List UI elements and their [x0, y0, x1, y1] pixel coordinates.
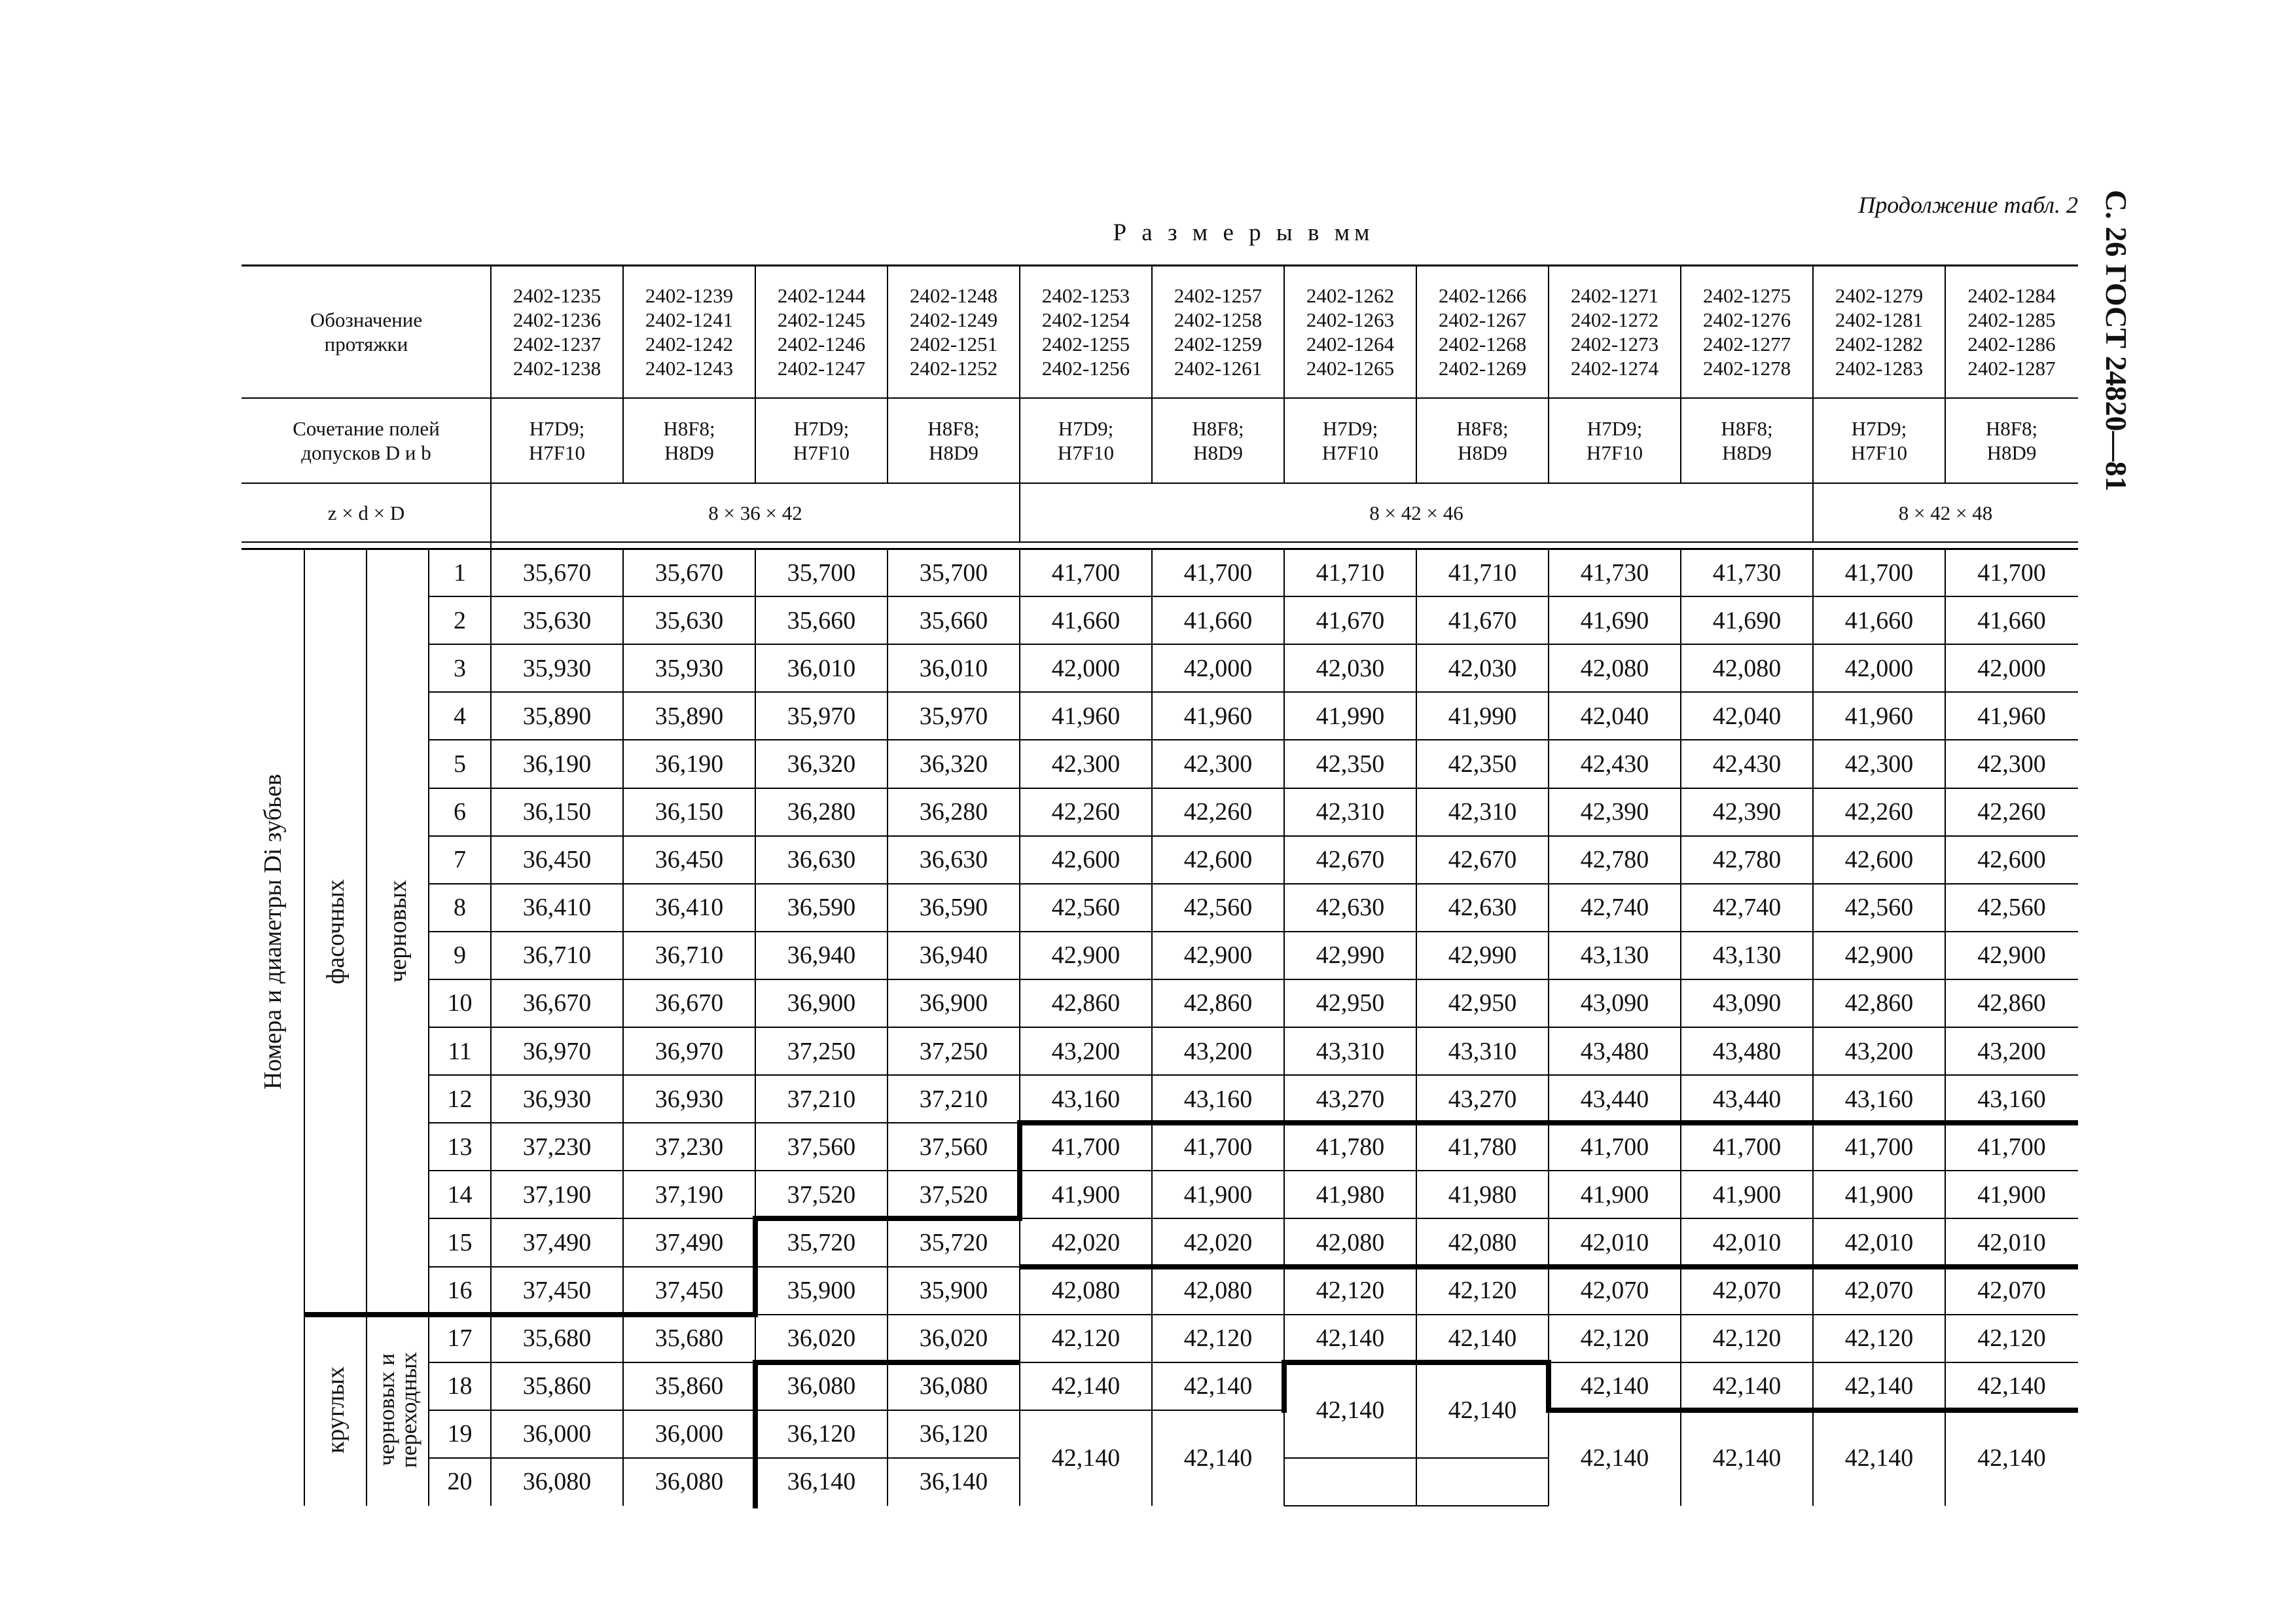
value-cell: 36,150 — [522, 798, 592, 826]
value-cell: 42,560 — [1977, 894, 2046, 922]
value-cell: 42,560 — [1051, 894, 1121, 922]
value-cell: 36,320 — [919, 750, 988, 778]
value-cell: 42,080 — [1316, 1228, 1385, 1256]
value-cell: 37,560 — [919, 1133, 988, 1161]
value-cell: 42,000 — [1977, 654, 2046, 682]
value-cell: 42,300 — [1051, 750, 1121, 778]
value-cell: 42,140 — [1448, 1396, 1517, 1424]
value-cell: 43,480 — [1712, 1037, 1782, 1065]
value-cell: 42,000 — [1183, 654, 1253, 682]
value-cell: 42,600 — [1051, 846, 1121, 874]
value-cell: 41,730 — [1712, 558, 1782, 587]
value-cell: 42,030 — [1316, 654, 1385, 682]
value-cell: 35,700 — [787, 558, 856, 587]
value-cell: 35,630 — [522, 606, 592, 634]
value-cell: 41,900 — [1844, 1180, 1914, 1209]
value-cell: 41,960 — [1977, 702, 2046, 730]
value-cell: 42,780 — [1580, 846, 1649, 874]
value-cell: 42,560 — [1844, 894, 1914, 922]
value-cell: 42,600 — [1183, 846, 1253, 874]
value-cell: 36,940 — [919, 941, 988, 970]
value-cell: 42,120 — [1977, 1324, 2046, 1353]
value-cell: 36,970 — [655, 1037, 724, 1065]
value-cell: 37,520 — [919, 1180, 988, 1209]
value-cell: 42,600 — [1977, 846, 2046, 874]
value-cell: 36,630 — [919, 846, 988, 874]
value-cell: 42,990 — [1448, 941, 1517, 970]
value-cell: 37,250 — [787, 1037, 856, 1065]
value-cell: 41,710 — [1316, 558, 1385, 587]
value-cell: 42,430 — [1580, 750, 1649, 778]
value-cell: 41,700 — [1844, 558, 1914, 587]
round-teeth-label: круглых — [321, 1366, 350, 1454]
row-number: 15 — [447, 1228, 473, 1256]
value-cell: 36,900 — [787, 989, 856, 1017]
value-cell: 36,080 — [919, 1372, 988, 1400]
shaped-teeth-label: фасочных — [321, 879, 350, 984]
value-cell: 42,120 — [1844, 1324, 1914, 1353]
value-cell: 41,780 — [1448, 1133, 1517, 1161]
value-cell: 37,450 — [522, 1277, 592, 1305]
value-cell: 42,300 — [1183, 750, 1253, 778]
value-cell: 42,600 — [1844, 846, 1914, 874]
value-cell: 43,270 — [1448, 1085, 1517, 1113]
value-cell: 42,140 — [1051, 1372, 1121, 1400]
value-cell: 42,040 — [1712, 702, 1782, 730]
value-cell: 36,020 — [919, 1324, 988, 1353]
value-cell: 43,200 — [1844, 1037, 1914, 1065]
value-cell: 36,000 — [522, 1420, 592, 1448]
value-cell: 42,630 — [1448, 894, 1517, 922]
value-cell: 42,070 — [1580, 1277, 1649, 1305]
value-cell: 36,450 — [655, 846, 724, 874]
value-cell: 37,210 — [787, 1085, 856, 1113]
value-cell: 43,160 — [1051, 1085, 1121, 1113]
value-cell: 43,440 — [1712, 1085, 1782, 1113]
designation-cell: 2402-1239 2402-1241 2402-1242 2402-1243 — [645, 283, 734, 380]
value-cell: 41,700 — [1183, 1133, 1253, 1161]
value-cell: 36,140 — [919, 1468, 988, 1496]
value-cell: 37,230 — [655, 1133, 724, 1161]
value-cell: 36,410 — [655, 894, 724, 922]
designation-cell: 2402-1279 2402-1281 2402-1282 2402-1283 — [1835, 283, 1924, 380]
value-cell: 42,070 — [1712, 1277, 1782, 1305]
value-cell: 42,120 — [1580, 1324, 1649, 1353]
value-cell: 42,010 — [1844, 1228, 1914, 1256]
value-cell: 36,020 — [787, 1324, 856, 1353]
designation-cell: 2402-1253 2402-1254 2402-1255 2402-1256 — [1041, 283, 1130, 380]
value-cell: 35,670 — [655, 558, 724, 587]
value-cell: 36,630 — [787, 846, 856, 874]
value-cell: 36,320 — [787, 750, 856, 778]
value-cell: 35,720 — [787, 1228, 856, 1256]
value-cell: 35,700 — [919, 558, 988, 587]
value-cell: 42,740 — [1580, 894, 1649, 922]
designation-cell: 2402-1284 2402-1285 2402-1286 2402-1287 — [1967, 283, 2056, 380]
value-cell: 41,960 — [1844, 702, 1914, 730]
value-cell: 35,970 — [787, 702, 856, 730]
tolerance-label: Сочетание полей допусков D и b — [293, 417, 440, 464]
value-cell: 43,200 — [1183, 1037, 1253, 1065]
value-cell: 41,990 — [1448, 702, 1517, 730]
value-cell: 42,010 — [1712, 1228, 1782, 1256]
value-cell: 42,350 — [1448, 750, 1517, 778]
row-number: 7 — [454, 846, 466, 874]
value-cell: 36,080 — [655, 1468, 724, 1496]
value-cell: 36,150 — [655, 798, 724, 826]
value-cell: 36,410 — [522, 894, 592, 922]
value-cell: 42,140 — [1051, 1444, 1121, 1472]
row-number: 18 — [447, 1372, 473, 1400]
value-cell: 41,700 — [1977, 1133, 2046, 1161]
value-cell: 37,250 — [919, 1037, 988, 1065]
value-cell: 42,140 — [1844, 1372, 1914, 1400]
row-number: 2 — [454, 606, 466, 634]
zdD-group: 8 × 42 × 48 — [1898, 501, 1993, 524]
value-cell: 36,710 — [522, 941, 592, 970]
value-cell: 41,730 — [1580, 558, 1649, 587]
value-cell: 43,200 — [1051, 1037, 1121, 1065]
value-cell: 43,310 — [1316, 1037, 1385, 1065]
value-cell: 42,260 — [1183, 798, 1253, 826]
tolerance-cell: H8F8; H8D9 — [1721, 417, 1773, 464]
value-cell: 36,120 — [919, 1420, 988, 1448]
value-cell: 42,120 — [1051, 1324, 1121, 1353]
value-cell: 37,190 — [655, 1180, 724, 1209]
value-cell: 36,670 — [655, 989, 724, 1017]
tolerance-cell: H8F8; H8D9 — [927, 417, 980, 464]
gost-page-title: С. 26 ГОСТ 24820—81 — [2100, 190, 2133, 492]
row-number: 19 — [447, 1420, 473, 1448]
value-cell: 42,990 — [1316, 941, 1385, 970]
teeth-diameters-label: Номера и диаметры Di зубьев — [259, 773, 287, 1089]
value-cell: 35,900 — [787, 1277, 856, 1305]
row-number: 10 — [447, 989, 473, 1017]
value-cell: 42,300 — [1844, 750, 1914, 778]
value-cell: 41,700 — [1844, 1133, 1914, 1161]
value-cell: 42,300 — [1977, 750, 2046, 778]
value-cell: 35,970 — [919, 702, 988, 730]
value-cell: 42,390 — [1580, 798, 1649, 826]
value-cell: 42,140 — [1977, 1444, 2046, 1472]
value-cell: 42,140 — [1580, 1444, 1649, 1472]
value-cell: 35,890 — [522, 702, 592, 730]
value-cell: 35,930 — [655, 654, 724, 682]
designation-cell: 2402-1275 2402-1276 2402-1277 2402-1278 — [1702, 283, 1791, 380]
value-cell: 42,260 — [1844, 798, 1914, 826]
value-cell: 42,670 — [1316, 846, 1385, 874]
value-cell: 42,900 — [1051, 941, 1121, 970]
value-cell: 35,670 — [522, 558, 592, 587]
value-cell: 36,900 — [919, 989, 988, 1017]
value-cell: 43,310 — [1448, 1037, 1517, 1065]
row-number: 14 — [447, 1180, 473, 1209]
designation-cell: 2402-1257 2402-1258 2402-1259 2402-1261 — [1174, 283, 1263, 380]
value-cell: 36,930 — [522, 1085, 592, 1113]
value-cell: 36,080 — [522, 1468, 592, 1496]
value-cell: 42,900 — [1844, 941, 1914, 970]
value-cell: 41,900 — [1977, 1180, 2046, 1209]
value-cell: 42,010 — [1580, 1228, 1649, 1256]
value-cell: 42,080 — [1712, 654, 1782, 682]
value-cell: 43,160 — [1844, 1085, 1914, 1113]
value-cell: 41,710 — [1448, 558, 1517, 587]
row-number: 4 — [454, 702, 466, 730]
value-cell: 36,970 — [522, 1037, 592, 1065]
continuation-label: Продолжение табл. 2 — [1858, 192, 2078, 218]
row-number: 20 — [447, 1468, 473, 1496]
row-number: 1 — [454, 558, 466, 587]
value-cell: 42,000 — [1844, 654, 1914, 682]
value-cell: 42,950 — [1316, 989, 1385, 1017]
value-cell: 37,490 — [522, 1228, 592, 1256]
tolerance-cell: H7D9; H7F10 — [1850, 417, 1908, 464]
value-cell: 42,010 — [1977, 1228, 2046, 1256]
row-number: 8 — [454, 894, 466, 922]
value-cell: 35,860 — [655, 1372, 724, 1400]
value-cell: 35,720 — [919, 1228, 988, 1256]
value-cell: 42,120 — [1316, 1277, 1385, 1305]
value-cell: 37,210 — [919, 1085, 988, 1113]
value-cell: 36,280 — [787, 798, 856, 826]
value-cell: 36,140 — [787, 1468, 856, 1496]
value-cell: 36,010 — [919, 654, 988, 682]
row-number: 16 — [447, 1277, 473, 1305]
table-rule — [1284, 1505, 1549, 1506]
value-cell: 36,190 — [655, 750, 724, 778]
value-cell: 41,900 — [1712, 1180, 1782, 1209]
value-cell: 42,140 — [1316, 1396, 1385, 1424]
value-cell: 42,740 — [1712, 894, 1782, 922]
designation-label: Обозначение протяжки — [310, 308, 423, 356]
value-cell: 42,140 — [1183, 1372, 1253, 1400]
value-cell: 41,660 — [1051, 606, 1121, 634]
value-cell: 41,660 — [1183, 606, 1253, 634]
value-cell: 42,020 — [1183, 1228, 1253, 1256]
value-cell: 43,160 — [1977, 1085, 2046, 1113]
row-number: 13 — [447, 1133, 473, 1161]
value-cell: 37,520 — [787, 1180, 856, 1209]
value-cell: 41,700 — [1580, 1133, 1649, 1161]
rough-transition-label: черновых и переходных — [373, 1352, 422, 1468]
value-cell: 41,700 — [1051, 1133, 1121, 1161]
value-cell: 42,080 — [1183, 1277, 1253, 1305]
value-cell: 36,010 — [787, 654, 856, 682]
value-cell: 42,350 — [1316, 750, 1385, 778]
tolerance-cell: H8F8; H8D9 — [1985, 417, 2038, 464]
value-cell: 41,990 — [1316, 702, 1385, 730]
zdD-group: 8 × 42 × 46 — [1369, 501, 1463, 524]
value-cell: 43,440 — [1580, 1085, 1649, 1113]
value-cell: 41,900 — [1580, 1180, 1649, 1209]
designation-cell: 2402-1248 2402-1249 2402-1251 2402-1252 — [909, 283, 998, 380]
value-cell: 42,140 — [1316, 1324, 1385, 1353]
value-cell: 41,690 — [1580, 606, 1649, 634]
designation-cell: 2402-1235 2402-1236 2402-1237 2402-1238 — [512, 283, 601, 380]
value-cell: 42,630 — [1316, 894, 1385, 922]
value-cell: 42,900 — [1977, 941, 2046, 970]
value-cell: 37,560 — [787, 1133, 856, 1161]
designation-cell: 2402-1271 2402-1272 2402-1273 2402-1274 — [1570, 283, 1659, 380]
value-cell: 42,670 — [1448, 846, 1517, 874]
value-cell: 43,270 — [1316, 1085, 1385, 1113]
value-cell: 42,780 — [1712, 846, 1782, 874]
value-cell: 42,260 — [1977, 798, 2046, 826]
zdD-label: z × d × D — [327, 501, 405, 524]
value-cell: 42,310 — [1316, 798, 1385, 826]
value-cell: 43,130 — [1580, 941, 1649, 970]
value-cell: 41,960 — [1051, 702, 1121, 730]
value-cell: 37,190 — [522, 1180, 592, 1209]
value-cell: 36,080 — [787, 1372, 856, 1400]
tolerance-cell: H7D9; H7F10 — [1321, 417, 1379, 464]
designation-cell: 2402-1244 2402-1245 2402-1246 2402-1247 — [777, 283, 866, 380]
value-cell: 36,590 — [787, 894, 856, 922]
value-cell: 41,660 — [1977, 606, 2046, 634]
row-number: 6 — [454, 798, 466, 826]
designation-cell: 2402-1266 2402-1267 2402-1268 2402-1269 — [1438, 283, 1527, 380]
value-cell: 41,670 — [1316, 606, 1385, 634]
value-cell: 43,480 — [1580, 1037, 1649, 1065]
value-cell: 36,940 — [787, 941, 856, 970]
tolerance-cell: H7D9; H7F10 — [1586, 417, 1643, 464]
value-cell: 42,140 — [1844, 1444, 1914, 1472]
value-cell: 42,020 — [1051, 1228, 1121, 1256]
value-cell: 41,980 — [1448, 1180, 1517, 1209]
value-cell: 42,080 — [1448, 1228, 1517, 1256]
value-cell: 42,140 — [1183, 1444, 1253, 1472]
value-cell: 35,660 — [919, 606, 988, 634]
value-cell: 43,200 — [1977, 1037, 2046, 1065]
value-cell: 42,140 — [1580, 1372, 1649, 1400]
value-cell: 42,560 — [1183, 894, 1253, 922]
value-cell: 37,450 — [655, 1277, 724, 1305]
value-cell: 42,900 — [1183, 941, 1253, 970]
value-cell: 42,860 — [1844, 989, 1914, 1017]
value-cell: 43,130 — [1712, 941, 1782, 970]
value-cell: 42,140 — [1448, 1324, 1517, 1353]
value-cell: 35,860 — [522, 1372, 592, 1400]
value-cell: 41,700 — [1712, 1133, 1782, 1161]
value-cell: 35,680 — [655, 1324, 724, 1353]
value-cell: 42,070 — [1977, 1277, 2046, 1305]
value-cell: 36,710 — [655, 941, 724, 970]
value-cell: 42,070 — [1844, 1277, 1914, 1305]
row-number: 5 — [454, 750, 466, 778]
value-cell: 41,700 — [1051, 558, 1121, 587]
value-cell: 35,930 — [522, 654, 592, 682]
value-cell: 36,000 — [655, 1420, 724, 1448]
row-number: 11 — [448, 1037, 472, 1065]
value-cell: 41,660 — [1844, 606, 1914, 634]
value-cell: 37,230 — [522, 1133, 592, 1161]
value-cell: 42,000 — [1051, 654, 1121, 682]
tolerance-cell: H8F8; H8D9 — [663, 417, 715, 464]
value-cell: 42,140 — [1712, 1372, 1782, 1400]
value-cell: 42,080 — [1051, 1277, 1121, 1305]
value-cell: 42,310 — [1448, 798, 1517, 826]
value-cell: 41,900 — [1183, 1180, 1253, 1209]
value-cell: 42,140 — [1977, 1372, 2046, 1400]
value-cell: 41,780 — [1316, 1133, 1385, 1161]
value-cell: 42,120 — [1183, 1324, 1253, 1353]
value-cell: 41,700 — [1183, 558, 1253, 587]
value-cell: 43,090 — [1580, 989, 1649, 1017]
value-cell: 36,280 — [919, 798, 988, 826]
value-cell: 35,900 — [919, 1277, 988, 1305]
value-cell: 41,690 — [1712, 606, 1782, 634]
value-cell: 42,860 — [1051, 989, 1121, 1017]
value-cell: 42,030 — [1448, 654, 1517, 682]
value-cell: 43,160 — [1183, 1085, 1253, 1113]
sizes-caption: Р а з м е р ы в мм — [1113, 219, 1374, 246]
tolerance-cell: H8F8; H8D9 — [1456, 417, 1509, 464]
tolerance-cell: H8F8; H8D9 — [1192, 417, 1244, 464]
value-cell: 41,700 — [1977, 558, 2046, 587]
value-cell: 35,660 — [787, 606, 856, 634]
value-cell: 41,960 — [1183, 702, 1253, 730]
rough-teeth-label: черновых — [384, 880, 412, 983]
value-cell: 42,140 — [1712, 1444, 1782, 1472]
value-cell: 36,190 — [522, 750, 592, 778]
tolerance-cell: H7D9; H7F10 — [1057, 417, 1115, 464]
value-cell: 41,670 — [1448, 606, 1517, 634]
value-cell: 36,450 — [522, 846, 592, 874]
row-number: 3 — [454, 654, 466, 682]
value-cell: 42,040 — [1580, 702, 1649, 730]
value-cell: 42,430 — [1712, 750, 1782, 778]
row-number: 9 — [454, 941, 466, 970]
value-cell: 35,630 — [655, 606, 724, 634]
value-cell: 42,260 — [1051, 798, 1121, 826]
designation-cell: 2402-1262 2402-1263 2402-1264 2402-1265 — [1306, 283, 1395, 380]
value-cell: 41,980 — [1316, 1180, 1385, 1209]
value-cell: 35,680 — [522, 1324, 592, 1353]
tolerance-cell: H7D9; H7F10 — [528, 417, 586, 464]
row-number: 17 — [447, 1324, 473, 1353]
value-cell: 36,590 — [919, 894, 988, 922]
value-cell: 42,860 — [1183, 989, 1253, 1017]
value-cell: 43,090 — [1712, 989, 1782, 1017]
tolerance-cell: H7D9; H7F10 — [793, 417, 850, 464]
value-cell: 42,390 — [1712, 798, 1782, 826]
value-cell: 36,930 — [655, 1085, 724, 1113]
value-cell: 42,120 — [1712, 1324, 1782, 1353]
value-cell: 41,900 — [1051, 1180, 1121, 1209]
value-cell: 42,120 — [1448, 1277, 1517, 1305]
value-cell: 42,080 — [1580, 654, 1649, 682]
value-cell: 36,120 — [787, 1420, 856, 1448]
value-cell: 35,890 — [655, 702, 724, 730]
value-cell: 36,670 — [522, 989, 592, 1017]
value-cell: 42,950 — [1448, 989, 1517, 1017]
zdD-group: 8 × 36 × 42 — [708, 501, 802, 524]
row-number: 12 — [447, 1085, 473, 1113]
value-cell: 42,860 — [1977, 989, 2046, 1017]
value-cell: 37,490 — [655, 1228, 724, 1256]
